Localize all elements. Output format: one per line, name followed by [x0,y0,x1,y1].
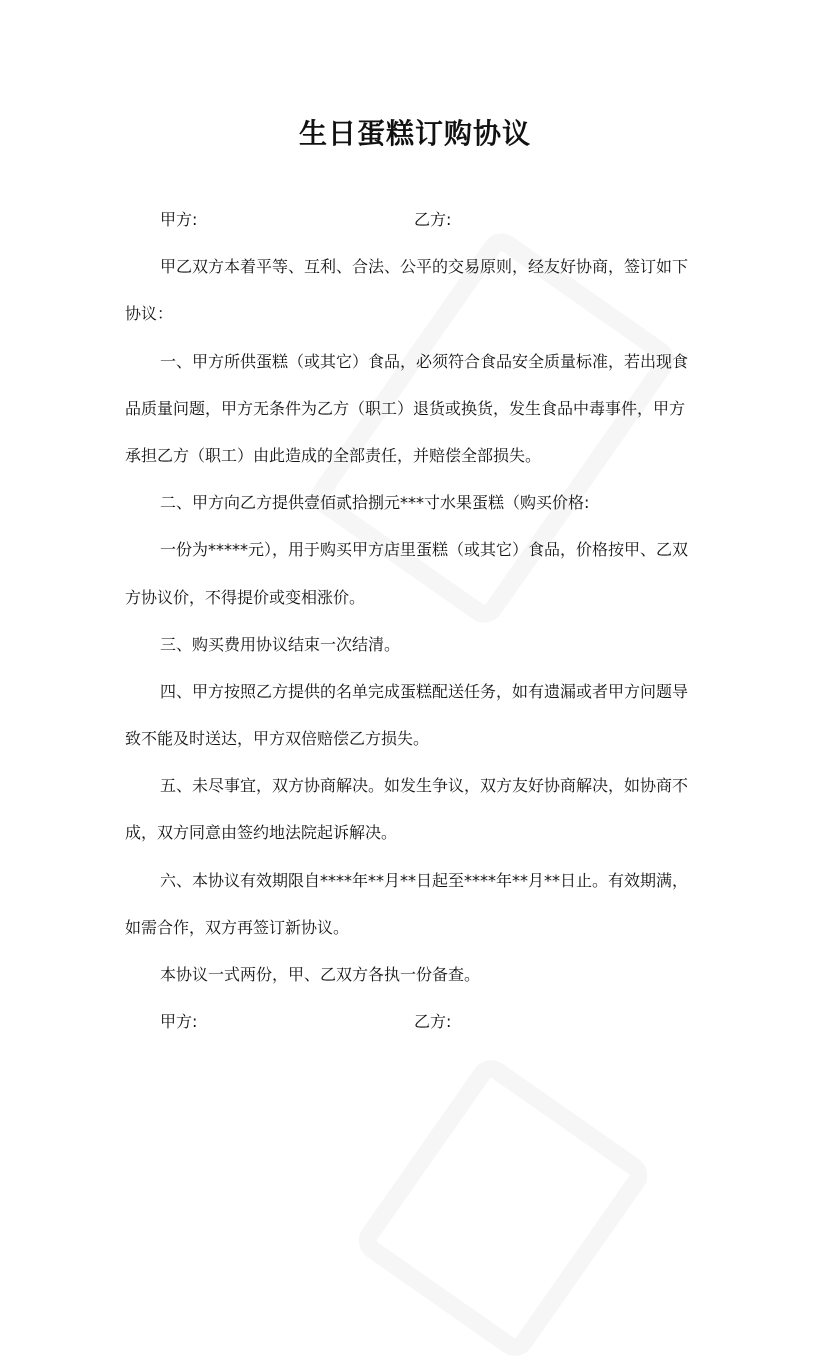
text-line: 协议： [125,304,174,324]
paragraph [125,243,697,337]
text-line: 三、购买费用协议结束一次结清。 [160,634,401,654]
text-line: 本协议一式两份，甲、乙双方各执一份备查。 [160,965,481,984]
party-a-label: 甲方: [160,210,198,229]
paragraph [125,668,697,762]
text-line: 如需合作，双方再签订新协议。 [125,917,350,937]
text-line: 二、甲方向乙方提供壹佰贰拾捌元***寸水果蛋糕（购买价格: [160,493,590,513]
paragraph [125,951,697,998]
paragraph [125,526,697,620]
document-title: 生日蛋糕订购协议 [298,117,531,150]
text-line: 四、甲方按照乙方提供的名单完成蛋糕配送任务，如有遗漏或者甲方问题导 [160,681,689,701]
text-line: 方协议价，不得提价或变相涨价。 [125,587,366,607]
text-line: 成，双方同意由签约地法院起诉解决。 [125,823,398,843]
paragraph [125,762,697,856]
paragraph [125,857,697,951]
text-line: 五、未尽事宜，双方协商解决。如发生争议，双方友好协商解决，如协商不 [160,776,689,796]
text-line: 承担乙方（职工）由此造成的全部责任，并赔偿全部损失。 [125,445,542,465]
party-b-label: 乙方: [414,210,452,229]
text-line: 一份为*****元），用于购买甲方店里蛋糕（或其它）食品，价格按甲、乙双 [160,540,689,560]
party-b-signature-label: 乙方: [414,1012,452,1032]
text-line: 六、本协议有效期限自****年**月**日起至****年**月**日止。有效期满， [160,870,689,890]
text-line: 品质量问题，甲方无条件为乙方（职工）退货或换货，发生食品中毒事件，甲方 [125,398,686,418]
header-parties [125,196,697,243]
party-a-signature-label: 甲方: [160,1012,198,1032]
footer-parties [125,998,697,1045]
paragraph [125,479,697,526]
text-line: 一、甲方所供蛋糕（或其它）食品，必须符合食品安全质量标准，若出现食 [160,351,689,371]
paragraph [125,338,697,480]
text-line: 甲乙双方本着平等、互利、合法、公平的交易原则，经友好协商，签订如下 [160,257,689,277]
document-body [125,196,697,1045]
watermark [351,1052,655,1363]
text-line: 致不能及时送达，甲方双倍赔偿乙方损失。 [125,729,430,749]
paragraph [125,621,697,668]
